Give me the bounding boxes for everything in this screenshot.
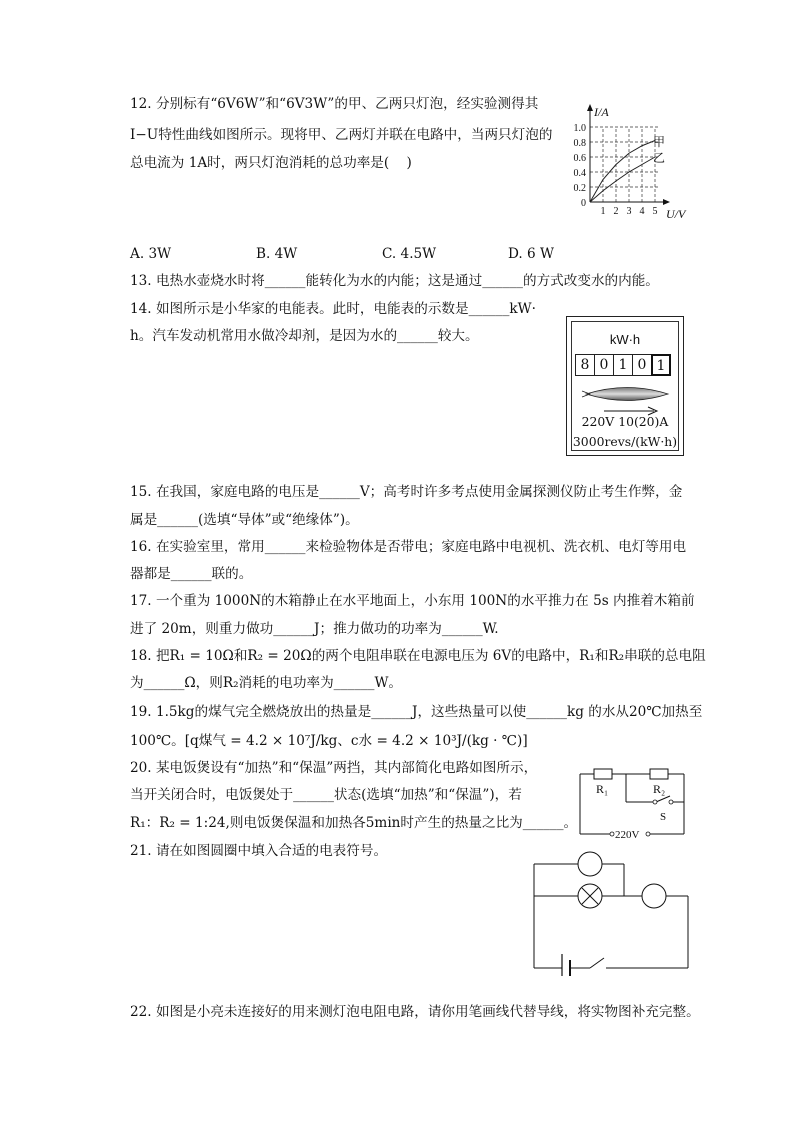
meter-digit-decimal: 1 [651,354,671,376]
voltage-label: 220V [615,829,640,841]
switch-label: S [660,811,667,823]
x-tick-label: 2 [613,206,619,217]
chart-y-arrow [587,104,593,111]
chart-grid [590,127,659,202]
rice-cooker-circuit [574,762,694,846]
q16-line2: 器都是______联的。 [130,566,253,582]
r1-resistor [594,769,612,779]
q14-line2: h。汽车发动机常用水做冷却剂，是因为水的______较大。 [130,328,479,344]
q12-line3: 总电流为 1A时，两只灯泡消耗的总功率是( ) [130,155,412,171]
y-tick-label: 0.6 [573,153,586,164]
r2-label: R₂ [653,782,666,796]
meter-rotor-disc-icon [580,383,676,405]
meter-digit: 0 [632,354,652,376]
y-tick-label: 0.4 [573,168,586,179]
q21-line: 21. 请在如图圆圈中填入合适的电表符号。 [130,843,388,859]
y-tick-label: 1.0 [573,123,586,134]
q20-line1: 20. 某电饭煲设有“加热”和“保温”两挡，其内部简化电路如图所示， [130,760,538,776]
q16-line1: 16. 在实验室里，常用______来检验物体是否带电；家庭电路中电视机、洗衣机、电灯等用电 [130,539,687,555]
meter-digit: 1 [613,354,633,376]
meter-digit: 0 [594,354,614,376]
iu-chart [560,100,700,224]
q12-option-d: D. 6 W [508,246,554,262]
q12-option-b: B. 4W [256,246,298,262]
q19-line2: 100℃。[q煤气 = 4.2 × 10⁷J/kg、c水 = 4.2 × 10³J/(kg · ℃)] [130,733,528,749]
y-tick-label: 0.8 [573,138,586,149]
q14-line1: 14. 如图所示是小华家的电能表。此时，电能表的示数是______kW· [130,301,536,317]
chart-x-arrow [663,199,670,205]
q15-line2: 属是______(选填“导体”或“绝缘体”)。 [130,512,359,528]
q22-line: 22. 如图是小亮未连接好的用来测灯泡电阻电路，请你用笔画线代替导线，将实物图补充完整。 [130,1004,700,1020]
q12-line2: I−U特性曲线如图所示。现将甲、乙两灯并联在电路中，当两只灯泡的 [130,127,553,143]
y-tick-label: 0.2 [573,183,586,194]
x-tick-label: 1 [600,206,606,217]
chart-ylabel: I/A [594,105,609,119]
r2-resistor [650,769,668,779]
electric-meter [566,316,684,456]
q20-line3: R₁：R₂ = 1:24,则电饭煲保温和加热各5min时产生的热量之比为______。 [130,815,578,831]
meter-frame [571,321,679,451]
top-meter-circle [578,852,602,876]
series-jia-label: 甲 [653,135,666,149]
meter-digits [575,354,670,376]
switch-s [656,796,670,802]
r1-label: R₁ [596,782,609,796]
meter-spec-revs: 3000revs/(kW·h) [572,434,678,449]
series-jia-line [590,141,655,203]
q20-line2: 当开关闭合时，电饭煲处于______状态(选填“加热”和“保温”)，若 [130,787,522,803]
x-tick-label: 4 [639,206,645,217]
meter-unit: kW·h [609,332,641,347]
x-tick-label: 5 [652,206,658,217]
q18-line1: 18. 把R₁ = 10Ω和R₂ = 20Ω的两个电阻串联在电源电压为 6V的电路中，R₁和R₂串联的总电阻 [130,648,706,664]
q17-line1: 17. 一个重为 1000N的木箱静止在水平地面上，小东用 100N的水平推力在 5s 内推着木箱前 [130,593,695,609]
open-switch [590,958,604,968]
q17-line2: 进了 20m，则重力做功______J；推力做功的功率为______W. [130,621,499,637]
y-tick-label: 0 [581,198,586,209]
q13-line: 13. 电热水壶烧水时将______能转化为水的内能；这是通过______的方式改变水的内能。 [130,273,659,289]
series-yi-label: 乙 [653,151,666,165]
series-yi-line [590,157,655,202]
q15-line1: 15. 在我国，家庭电路的电压是______V；高考时许多考点使用金属探测仪防止考生作弊，金 [130,484,683,500]
q12-line1: 12. 分别标有“6V6W”和“6V3W”的甲、乙两只灯泡，经实验测得其 [130,96,539,112]
chart-xlabel: U/V [666,207,686,221]
q12-option-c: C. 4.5W [382,246,437,262]
x-tick-label: 3 [626,206,632,217]
right-meter-circle [642,884,666,908]
q18-line2: 为______Ω，则R₂消耗的电功率为______W。 [130,675,403,691]
q19-line1: 19. 1.5kg的煤气完全燃烧放出的热量是______J，这些热量可以使______kg 的水从20℃加热至 [130,704,703,720]
q12-option-a: A. 3W [130,246,172,262]
meter-spec-rating: 220V 10(20)A [581,414,669,429]
meter-digit: 8 [575,354,595,376]
meter-symbol-circuit [526,848,696,976]
